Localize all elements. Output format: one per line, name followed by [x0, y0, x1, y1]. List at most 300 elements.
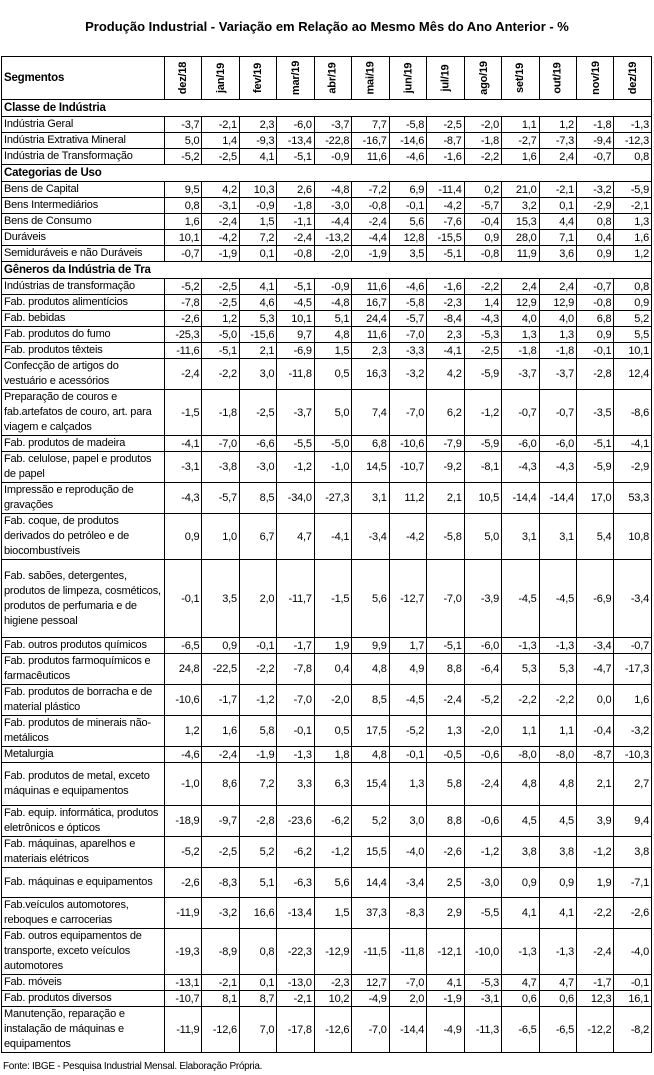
- value-cell: 1,6: [502, 149, 539, 165]
- segment-label: Fab. produtos de metal, exceto máquinas e equipamentos: [2, 763, 165, 806]
- table-row: [2, 685, 652, 716]
- value-cell: 10,8: [614, 514, 652, 560]
- value-cell: -4,4: [352, 230, 389, 246]
- value-cell: -2,2: [576, 898, 613, 929]
- value-cell: -3,0: [464, 868, 501, 898]
- value-cell: -4,9: [427, 1007, 464, 1053]
- value-cell: -7,0: [389, 327, 426, 343]
- value-cell: 0,1: [239, 246, 276, 262]
- value-cell: 11,6: [352, 279, 389, 295]
- value-cell: -8,7: [576, 747, 613, 763]
- value-cell: -5,9: [464, 436, 501, 452]
- value-cell: 2,0: [239, 560, 276, 638]
- value-cell: 0,1: [239, 975, 276, 991]
- value-cell: -5,2: [165, 149, 202, 165]
- segment-label: Fab. produtos diversos: [2, 991, 165, 1007]
- value-cell: 4,7: [502, 975, 539, 991]
- month-label: ago/19: [477, 61, 490, 95]
- month-header: [502, 57, 539, 100]
- value-cell: -1,3: [614, 117, 652, 133]
- table-row: [2, 117, 652, 133]
- value-cell: -6,0: [502, 436, 539, 452]
- segment-label: Fab. produtos têxteis: [2, 343, 165, 359]
- value-cell: -3,7: [539, 359, 576, 390]
- value-cell: 9,9: [352, 638, 389, 654]
- value-cell: 7,2: [239, 763, 276, 806]
- value-cell: -10,0: [464, 929, 501, 975]
- value-cell: -8,9: [202, 929, 239, 975]
- month-label: mar/19: [290, 60, 303, 96]
- section-row: [2, 262, 652, 279]
- value-cell: 0,8: [614, 149, 652, 165]
- value-cell: 7,4: [352, 390, 389, 436]
- value-cell: -2,4: [352, 214, 389, 230]
- table-row: [2, 747, 652, 763]
- segment-label: Indústria Extrativa Mineral: [2, 133, 165, 149]
- month-label: dez/18: [177, 61, 190, 95]
- segment-label: Fab. produtos farmoquímicos e farmacêuticos: [2, 654, 165, 685]
- value-cell: 4,2: [202, 182, 239, 198]
- value-cell: -2,4: [576, 929, 613, 975]
- value-cell: 8,6: [202, 763, 239, 806]
- value-cell: -1,9: [239, 747, 276, 763]
- value-cell: 5,6: [314, 868, 351, 898]
- value-cell: 9,7: [277, 327, 314, 343]
- value-cell: 5,1: [314, 311, 351, 327]
- value-cell: 2,9: [427, 898, 464, 929]
- value-cell: -5,8: [427, 514, 464, 560]
- value-cell: -2,0: [314, 685, 351, 716]
- value-cell: 3,3: [277, 763, 314, 806]
- value-cell: -12,3: [614, 133, 652, 149]
- production-table: [1, 56, 652, 1053]
- value-cell: 1,2: [614, 246, 652, 262]
- value-cell: 5,5: [614, 327, 652, 343]
- value-cell: -2,4: [202, 747, 239, 763]
- value-cell: 4,0: [502, 311, 539, 327]
- value-cell: 7,0: [239, 1007, 276, 1053]
- value-cell: 24,8: [165, 654, 202, 685]
- value-cell: -1,2: [314, 837, 351, 868]
- value-cell: 0,9: [202, 638, 239, 654]
- value-cell: -7,0: [277, 685, 314, 716]
- segment-label: Fab. produtos de madeira: [2, 436, 165, 452]
- value-cell: -10,7: [389, 452, 426, 483]
- value-cell: 1,8: [314, 747, 351, 763]
- value-cell: -2,2: [502, 685, 539, 716]
- value-cell: -5,2: [165, 837, 202, 868]
- value-cell: -4,6: [389, 149, 426, 165]
- value-cell: -7,2: [352, 182, 389, 198]
- value-cell: 1,3: [614, 214, 652, 230]
- value-cell: 4,1: [239, 279, 276, 295]
- value-cell: -1,2: [576, 837, 613, 868]
- value-cell: 5,2: [614, 311, 652, 327]
- value-cell: 4,0: [539, 311, 576, 327]
- value-cell: 1,4: [464, 295, 501, 311]
- value-cell: -1,8: [464, 133, 501, 149]
- month-label: out/19: [551, 62, 564, 94]
- value-cell: -9,4: [576, 133, 613, 149]
- value-cell: 0,5: [314, 716, 351, 747]
- month-header: [352, 57, 389, 100]
- value-cell: -6,6: [239, 436, 276, 452]
- value-cell: -5,7: [464, 198, 501, 214]
- value-cell: 5,0: [165, 133, 202, 149]
- segment-label: Fab. coque, de produtos derivados do petróleo e de biocombustíveis: [2, 514, 165, 560]
- value-cell: -7,9: [427, 436, 464, 452]
- value-cell: 2,1: [427, 483, 464, 514]
- value-cell: -1,9: [427, 991, 464, 1007]
- value-cell: 3,6: [539, 246, 576, 262]
- value-cell: -13,4: [277, 898, 314, 929]
- value-cell: 3,1: [502, 514, 539, 560]
- value-cell: 0,4: [576, 230, 613, 246]
- value-cell: -0,1: [389, 747, 426, 763]
- value-cell: -8,6: [614, 390, 652, 436]
- segment-label: Impressão e reprodução de gravações: [2, 483, 165, 514]
- value-cell: 4,7: [539, 975, 576, 991]
- value-cell: -17,3: [614, 654, 652, 685]
- value-cell: -2,6: [614, 898, 652, 929]
- value-cell: -2,0: [314, 246, 351, 262]
- segment-label: Indústria de Transformação: [2, 149, 165, 165]
- value-cell: -2,4: [277, 230, 314, 246]
- value-cell: 5,6: [352, 560, 389, 638]
- value-cell: -1,3: [539, 638, 576, 654]
- value-cell: -7,0: [352, 1007, 389, 1053]
- value-cell: -6,9: [576, 560, 613, 638]
- value-cell: -11,5: [352, 929, 389, 975]
- value-cell: -1,7: [576, 975, 613, 991]
- value-cell: 1,2: [539, 117, 576, 133]
- value-cell: 4,9: [389, 654, 426, 685]
- source-note: Fonte: IBGE - Pesquisa Industrial Mensal. Elaboração Própria.: [3, 1061, 263, 1072]
- value-cell: 1,3: [502, 327, 539, 343]
- value-cell: -7,3: [539, 133, 576, 149]
- value-cell: 12,7: [352, 975, 389, 991]
- table-row: [2, 452, 652, 483]
- table-row: [2, 929, 652, 975]
- month-header: [614, 57, 652, 100]
- value-cell: -19,3: [165, 929, 202, 975]
- value-cell: 1,5: [314, 343, 351, 359]
- segment-label: Fab. outros produtos químicos: [2, 638, 165, 654]
- value-cell: -0,5: [427, 747, 464, 763]
- value-cell: -4,3: [539, 452, 576, 483]
- value-cell: -10,7: [165, 991, 202, 1007]
- section-title: Classe de Indústria: [2, 100, 652, 117]
- value-cell: -2,5: [202, 837, 239, 868]
- value-cell: -6,5: [502, 1007, 539, 1053]
- value-cell: -7,0: [389, 390, 426, 436]
- month-header: [464, 57, 501, 100]
- segment-label: Manutenção, reparação e instalação de máquinas e equipamentos: [2, 1007, 165, 1053]
- value-cell: -11,3: [464, 1007, 501, 1053]
- value-cell: -12,6: [314, 1007, 351, 1053]
- table-row: [2, 279, 652, 295]
- value-cell: -11,8: [277, 359, 314, 390]
- value-cell: 5,8: [427, 763, 464, 806]
- value-cell: 0,9: [576, 327, 613, 343]
- value-cell: -11,4: [427, 182, 464, 198]
- value-cell: 1,9: [576, 868, 613, 898]
- value-cell: -14,4: [389, 1007, 426, 1053]
- table-row: [2, 1007, 652, 1053]
- segment-label: Fab. máquinas, aparelhos e materiais elétricos: [2, 837, 165, 868]
- value-cell: -2,3: [314, 975, 351, 991]
- value-cell: -1,9: [202, 246, 239, 262]
- table-row: [2, 763, 652, 806]
- value-cell: 10,5: [464, 483, 501, 514]
- value-cell: 4,1: [502, 898, 539, 929]
- segment-label: Fab. bebidas: [2, 311, 165, 327]
- value-cell: 9,5: [165, 182, 202, 198]
- value-cell: -2,5: [239, 390, 276, 436]
- value-cell: -0,9: [314, 279, 351, 295]
- segment-label: Duráveis: [2, 230, 165, 246]
- value-cell: -3,9: [464, 560, 501, 638]
- value-cell: 10,3: [239, 182, 276, 198]
- value-cell: -1,8: [277, 198, 314, 214]
- value-cell: -2,6: [165, 311, 202, 327]
- month-header: [389, 57, 426, 100]
- value-cell: -3,4: [389, 868, 426, 898]
- table-row: [2, 246, 652, 262]
- segment-label: Confecção de artigos do vestuário e acessórios: [2, 359, 165, 390]
- value-cell: 14,5: [352, 452, 389, 483]
- value-cell: -5,1: [277, 279, 314, 295]
- value-cell: 2,7: [614, 763, 652, 806]
- value-cell: -3,0: [314, 198, 351, 214]
- value-cell: -0,7: [614, 638, 652, 654]
- value-cell: -0,6: [464, 806, 501, 837]
- value-cell: -8,0: [539, 747, 576, 763]
- value-cell: 12,4: [614, 359, 652, 390]
- value-cell: -7,8: [277, 654, 314, 685]
- value-cell: -1,7: [277, 638, 314, 654]
- table-row: [2, 837, 652, 868]
- value-cell: 2,4: [539, 149, 576, 165]
- value-cell: -1,3: [502, 638, 539, 654]
- value-cell: -4,5: [502, 560, 539, 638]
- value-cell: 3,8: [539, 837, 576, 868]
- value-cell: -2,5: [202, 279, 239, 295]
- value-cell: 2,4: [539, 279, 576, 295]
- value-cell: -1,6: [427, 279, 464, 295]
- table-row: [2, 514, 652, 560]
- value-cell: 8,5: [239, 483, 276, 514]
- value-cell: -4,1: [427, 343, 464, 359]
- value-cell: 4,8: [314, 327, 351, 343]
- value-cell: -6,3: [277, 868, 314, 898]
- value-cell: 53,3: [614, 483, 652, 514]
- value-cell: 1,7: [389, 638, 426, 654]
- value-cell: 3,2: [502, 198, 539, 214]
- value-cell: -6,0: [464, 638, 501, 654]
- table-row: [2, 560, 652, 638]
- value-cell: 10,1: [614, 343, 652, 359]
- value-cell: -3,1: [202, 198, 239, 214]
- table-row: [2, 182, 652, 198]
- value-cell: -0,1: [277, 716, 314, 747]
- value-cell: 0,8: [614, 279, 652, 295]
- value-cell: -0,4: [576, 716, 613, 747]
- segment-label: Fab. produtos de borracha e de material plástico: [2, 685, 165, 716]
- value-cell: -3,5: [576, 390, 613, 436]
- value-cell: 4,5: [502, 806, 539, 837]
- segment-label: Fab. sabões, detergentes, produtos de limpeza, cosméticos, produtos de perfumaria e de higiene pessoal: [2, 560, 165, 638]
- month-header: [314, 57, 351, 100]
- table-row: [2, 483, 652, 514]
- value-cell: 3,9: [576, 806, 613, 837]
- segment-label: Fab. outros equipamentos de transporte, exceto veículos automotores: [2, 929, 165, 975]
- table-row: [2, 133, 652, 149]
- value-cell: 3,5: [202, 560, 239, 638]
- value-cell: -16,7: [352, 133, 389, 149]
- value-cell: -2,4: [202, 214, 239, 230]
- month-label: fev/19: [252, 63, 265, 93]
- value-cell: -0,8: [352, 198, 389, 214]
- value-cell: -5,2: [389, 716, 426, 747]
- value-cell: -0,8: [464, 246, 501, 262]
- value-cell: -3,1: [464, 991, 501, 1007]
- segment-label: Semiduráveis e não Duráveis: [2, 246, 165, 262]
- value-cell: -13,4: [277, 133, 314, 149]
- table-row: [2, 359, 652, 390]
- value-cell: -7,0: [389, 975, 426, 991]
- value-cell: 0,8: [165, 198, 202, 214]
- value-cell: -2,5: [202, 149, 239, 165]
- value-cell: 16,1: [614, 991, 652, 1007]
- value-cell: -18,9: [165, 806, 202, 837]
- value-cell: 5,8: [239, 716, 276, 747]
- value-cell: -22,5: [202, 654, 239, 685]
- value-cell: -1,6: [427, 149, 464, 165]
- value-cell: 12,8: [389, 230, 426, 246]
- value-cell: 4,7: [277, 514, 314, 560]
- value-cell: -25,3: [165, 327, 202, 343]
- value-cell: 10,1: [277, 311, 314, 327]
- value-cell: 0,6: [539, 991, 576, 1007]
- value-cell: -3,4: [576, 638, 613, 654]
- value-cell: 10,1: [165, 230, 202, 246]
- value-cell: -4,3: [165, 483, 202, 514]
- value-cell: 0,4: [314, 654, 351, 685]
- value-cell: -3,2: [576, 182, 613, 198]
- value-cell: -14,4: [539, 483, 576, 514]
- value-cell: 24,4: [352, 311, 389, 327]
- value-cell: 3,0: [389, 806, 426, 837]
- value-cell: 9,4: [614, 806, 652, 837]
- value-cell: 17,5: [352, 716, 389, 747]
- value-cell: -3,4: [352, 514, 389, 560]
- value-cell: 12,9: [502, 295, 539, 311]
- segment-label: Fab. móveis: [2, 975, 165, 991]
- value-cell: -7,0: [202, 436, 239, 452]
- segment-label: Metalurgia: [2, 747, 165, 763]
- value-cell: 2,3: [427, 327, 464, 343]
- month-header: [576, 57, 613, 100]
- value-cell: -9,2: [427, 452, 464, 483]
- value-cell: -7,1: [614, 868, 652, 898]
- value-cell: -1,0: [165, 763, 202, 806]
- value-cell: -12,7: [389, 560, 426, 638]
- value-cell: 1,2: [202, 311, 239, 327]
- value-cell: -0,1: [614, 975, 652, 991]
- value-cell: 1,6: [202, 716, 239, 747]
- value-cell: -3,7: [502, 359, 539, 390]
- value-cell: -3,1: [165, 452, 202, 483]
- value-cell: 8,7: [239, 991, 276, 1007]
- value-cell: -1,3: [539, 929, 576, 975]
- value-cell: 6,2: [427, 390, 464, 436]
- value-cell: 17,0: [576, 483, 613, 514]
- value-cell: -2,2: [239, 654, 276, 685]
- value-cell: -4,7: [576, 654, 613, 685]
- value-cell: -22,3: [277, 929, 314, 975]
- value-cell: -6,2: [277, 837, 314, 868]
- value-cell: 11,2: [389, 483, 426, 514]
- value-cell: -5,3: [464, 327, 501, 343]
- value-cell: -1,7: [202, 685, 239, 716]
- value-cell: -2,7: [502, 133, 539, 149]
- table-row: [2, 230, 652, 246]
- value-cell: -5,7: [202, 483, 239, 514]
- value-cell: 6,8: [576, 311, 613, 327]
- value-cell: -3,7: [277, 390, 314, 436]
- value-cell: -4,1: [165, 436, 202, 452]
- value-cell: -6,4: [464, 654, 501, 685]
- value-cell: -5,3: [464, 975, 501, 991]
- value-cell: -0,7: [576, 149, 613, 165]
- value-cell: 3,0: [239, 359, 276, 390]
- value-cell: 5,0: [314, 390, 351, 436]
- value-cell: -0,9: [314, 149, 351, 165]
- value-cell: 5,4: [576, 514, 613, 560]
- segment-label: Indústria Geral: [2, 117, 165, 133]
- value-cell: -7,8: [165, 295, 202, 311]
- value-cell: 4,4: [539, 214, 576, 230]
- value-cell: -1,1: [277, 214, 314, 230]
- value-cell: -0,1: [239, 638, 276, 654]
- section-row: [2, 165, 652, 182]
- month-header: [202, 57, 239, 100]
- value-cell: -6,0: [277, 117, 314, 133]
- value-cell: -2,1: [202, 117, 239, 133]
- table-row: [2, 638, 652, 654]
- value-cell: 0,9: [165, 514, 202, 560]
- value-cell: -11,9: [165, 1007, 202, 1053]
- value-cell: -2,0: [464, 716, 501, 747]
- value-cell: -0,9: [239, 198, 276, 214]
- value-cell: -4,2: [427, 198, 464, 214]
- table-row: [2, 806, 652, 837]
- segments-header: Segmentos: [2, 57, 165, 100]
- value-cell: -0,8: [277, 246, 314, 262]
- month-label: jul/19: [439, 64, 452, 92]
- month-header: [427, 57, 464, 100]
- segment-label: Fab. produtos de minerais não-metálicos: [2, 716, 165, 747]
- value-cell: -8,3: [202, 868, 239, 898]
- value-cell: -5,1: [427, 246, 464, 262]
- value-cell: -7,6: [427, 214, 464, 230]
- value-cell: -10,3: [614, 747, 652, 763]
- value-cell: -5,5: [464, 898, 501, 929]
- value-cell: -15,5: [427, 230, 464, 246]
- value-cell: 6,9: [389, 182, 426, 198]
- value-cell: 0,8: [239, 929, 276, 975]
